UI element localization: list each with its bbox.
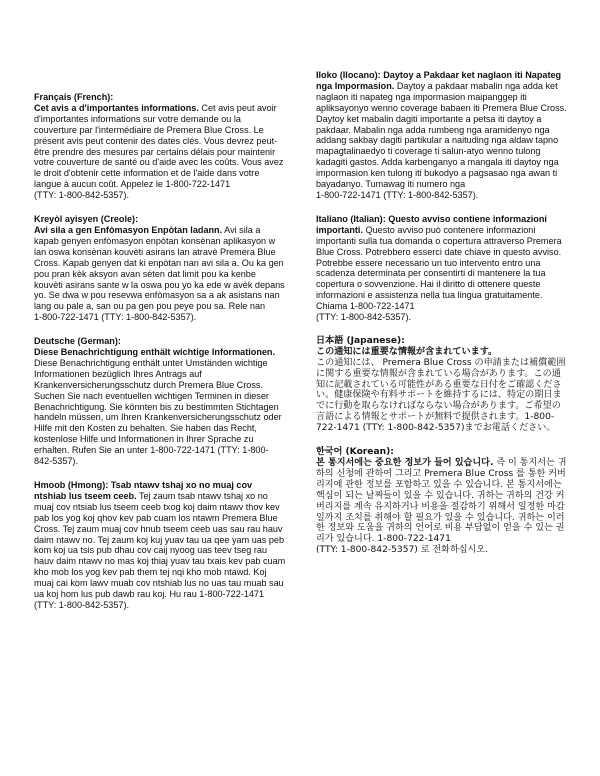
left-column xyxy=(34,92,286,624)
section-lead: Iloko (Ilocano): Daytoy a Pakdaar ket naglaon iti Napateg nga Impormasion. xyxy=(316,70,562,91)
section-lead: この通知には重要な情報が含まれています。 xyxy=(316,346,498,357)
section-lead: 본 통지서에는 중요한 정보가 들어 있습니다. xyxy=(316,458,494,468)
section-body: 즉 이 통지서는 귀하의 신청에 관하여 그리고 Premera Blue Cross 를 통한 커버리지에 관한 정보를 포함하고 있을 수 있습니다. 본 통지서에는 핵심이 되는 날짜들이 있을 수 있습니다. 귀하는 귀하의 건강 커버리지를 계속 유지하거나 비용을 절감하기 위해서 일정한 마감일까지 조치를 취해야 할 필요가 있을 수 있습니다. 귀하는 이러한 정보와 도움을 귀하의 언어로 비용 부담없이 얻을 수 있는 권리가 있습니다. 1-800-722-1471 xyxy=(316,458,567,545)
section-contact: (TTY: 1-800-842-5357). xyxy=(34,190,130,201)
section-lead: Avi sila a gen Enfòmasyon Enpòtan ladann. xyxy=(34,224,223,235)
section-japanese xyxy=(316,336,568,434)
section-lead: Hmoob (Hmong): Tsab ntawv tshaj xo no muaj cov ntshiab lus tseem ceeb. xyxy=(34,480,253,501)
section-language-heading: 日本語 (Japanese): xyxy=(316,335,405,346)
section-italian xyxy=(316,214,568,323)
section-creole xyxy=(34,214,286,323)
section-contact: 1-800-722-1471 (TTY: 1-800-842-5357). xyxy=(316,189,479,200)
section-french xyxy=(34,92,286,201)
section-german xyxy=(34,336,286,467)
section-language-heading: Français (French): xyxy=(34,92,114,102)
section-body: Cet avis peut avoir d'importantes informations sur votre demande ou la couverture par l'intermédiaire de Premera Blue Cross. Le présent avis peut contenir des dates clés. Vous devrez peut-être prendre des mesures par certains délais pour maintenir votre couverture de santé ou d'aide avec les coûts. Vous avez le droit d'obtenir cette information et de l'aide dans votre langue à aucun coût. Appelez le 1-800-722-1471 xyxy=(34,102,284,190)
section-language-heading: 한국어 (Korean): xyxy=(316,447,394,458)
section-lead: Diese Benachrichtigung enthält wichtige Informationen. xyxy=(34,347,276,358)
section-body: Questo avviso può contenere informazioni importanti sulla tua domanda o copertura attraverso Premera Blue Cross. Potrebbero esserci date chiave in questo avviso. Potrebbe essere necessario un tuo intervento entro una scadenza determinata per consentirti di mantenere la tua copertura o sovvenzione. Hai il diritto di ottenere queste informazioni e assistenza nella tua lingua gratuitamente. Chiama 1-800-722-1471 xyxy=(316,224,562,312)
section-contact: (TTY: 1-800-842-5357) 로 전화하십시오. xyxy=(316,545,488,556)
section-body: この通知には、 Premera Blue Cross の申請または補償範囲に関する重要な情報が含まれている場合があります。この通知に記載されている可能性がある重要な日付をご確認ください。健康保険や有料サポートを維持するには、特定の期日までに行動を取らなければならない場合があります。ご希望の言語による情報とサポートが無料で提供されます。1-800-722-1471 (TTY: 1-800-842-5357)までお電話ください。 xyxy=(316,357,566,434)
section-body: Daytoy a pakdaar mabalin nga adda ket naglaon iti napateg nga impormasion maipanggep iti apliksayonyo wenno coverage babaen iti Premera Blue Cross. Daytoy ket mabalin dagiti importante a petsa iti daytoy a pakdaar. Mabalin nga adda rumbeng nga aramidenyo nga addang sakbay dagiti partikular a naituding nga aldaw tapno mapagtalinaedyo ti coverage ti salun-atyo wenno tulong kadagiti gastos. Adda karbenganyo a mangala iti daytoy nga impormasion ken tulong iti bukodyo a pagsasao nga awan ti bayadanyo. Tumawag iti numero nga xyxy=(316,80,567,190)
section-body: Tej zaum tsab ntawv tshaj xo no muaj cov ntsiab lus tseem ceeb txog koj daim ntawv thov kev pab los yog koj qhov kev pab cuam los ntawm Premera Blue Cross. Tej zaum muaj cov hnub tseem ceeb uas sau rau hauv daim ntawv no. Tej zaum koj kuj yuav tau ua qee yam uas peb kom koj ua tsis pub dhau cov caij nyoog uas teev tseg rau hauv daim ntawv no mas koj thiaj yuav tau txais kev pab cuam kho mob los yog kev pab them tej nqi kho mob ntawd. Koj muaj cai kom lawv muab cov ntshiab lus no uas tau muab sau ua koj hom lus pub dawb rau koj. Hu rau 1-800-722-1471 xyxy=(34,490,286,600)
section-body: Avi sila a kapab genyen enfòmasyon enpòtan konsènan aplikasyon w lan oswa konsènan kouvèti asirans lan atravè Premera Blue Cross. Kapab genyen dat ki enpòtan nan avi sila a. Ou ka gen pou pran kèk aksyon avan sèten dat limit pou ka kenbe kouvèti asirans sante w la oswa pou yo ka ede w avèk depans yo. Se dwa w pou resevwa enfòmasyon sa a ak asistans nan lang ou pale a, san ou pa gen pou peye pou sa. Rele nan xyxy=(34,224,285,312)
section-hmong xyxy=(34,480,286,611)
section-language-heading: Kreyòl ayisyen (Creole): xyxy=(34,214,139,225)
section-body: Diese Benachrichtigung enthält unter Umständen wichtige Informationen bezüglich Ihres Antrags auf Krankenversicherungsschutz durch Premera Blue Cross. Suchen Sie nach eventuellen wichtigen Terminen in dieser Benachrichtigung. Sie könnten bis zu bestimmten Stichtagen handeln müssen, um Ihren Krankenversicherungsschutz oder Hilfe mit den Kosten zu behalten. Sie haben das Recht, kostenlose Hilfe und Informationen in Ihrer Sprache zu erhalten. Rufen Sie an unter 1-800-722-1471 (TTY: 1-800-842-5357). xyxy=(34,357,282,467)
section-ilocano xyxy=(316,70,568,201)
section-language-heading: Deutsche (German): xyxy=(34,336,121,347)
section-contact: (TTY: 1-800-842-5357). xyxy=(316,312,412,323)
section-lead: Italiano (Italian): Questo avviso contiene informazioni importanti. xyxy=(316,213,547,235)
section-contact: (TTY: 1-800-842-5357). xyxy=(34,599,130,610)
right-column xyxy=(316,70,568,569)
section-korean xyxy=(316,447,568,556)
section-lead: Cet avis a d'importantes informations. xyxy=(34,102,199,113)
section-contact: 1-800-722-1471 (TTY: 1-800-842-5357). xyxy=(34,312,197,323)
